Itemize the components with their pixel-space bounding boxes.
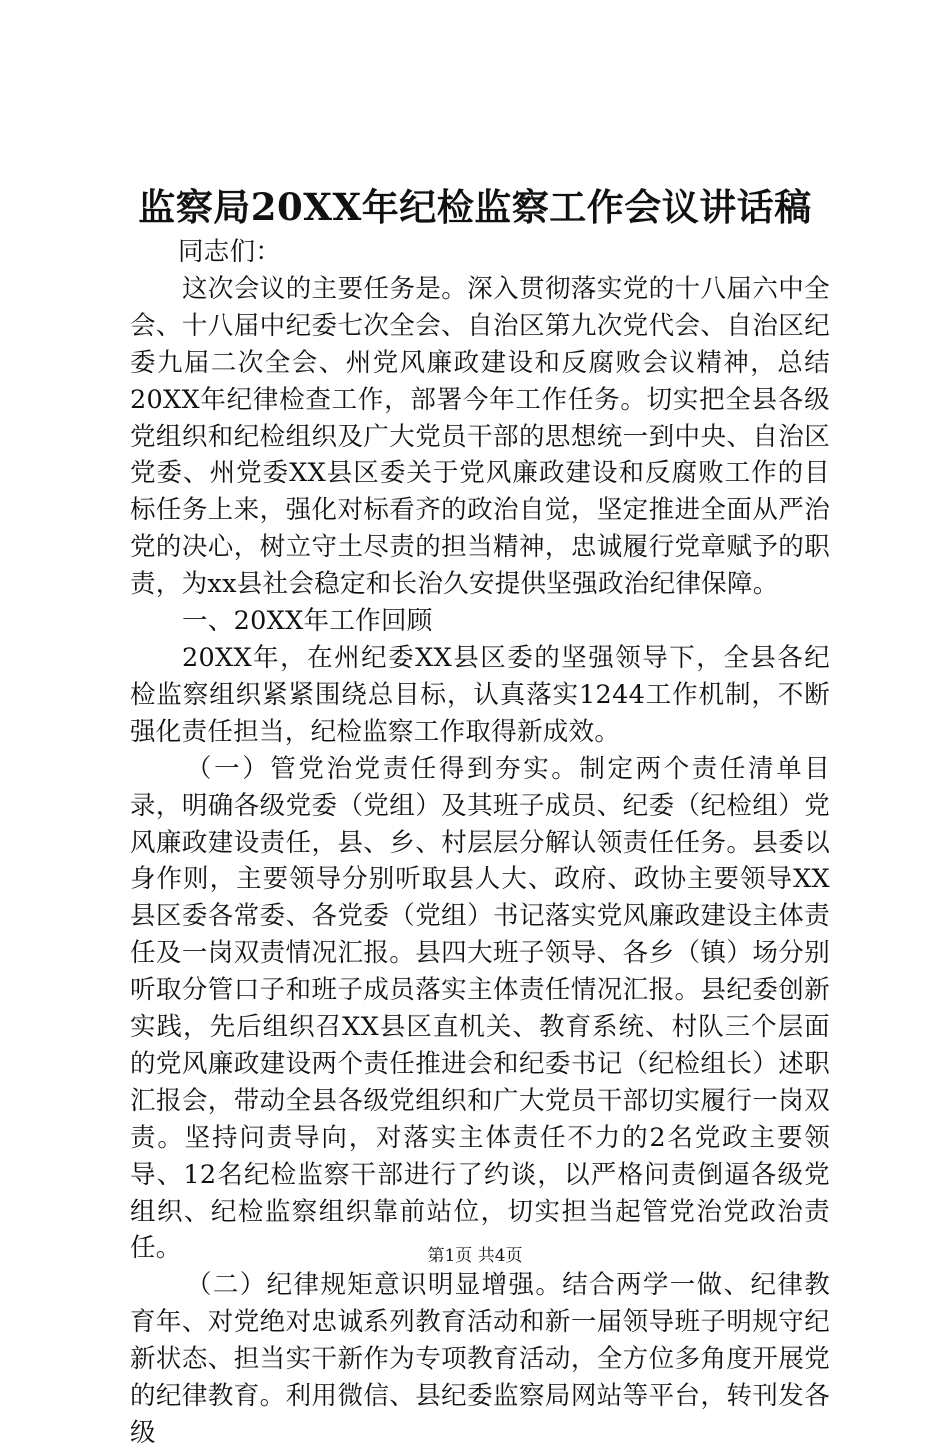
document-body — [130, 234, 830, 1452]
document-title: 监察局20XX年纪检监察工作会议讲话稿 — [138, 185, 812, 229]
paragraph-responsibility: （一）管党治党责任得到夯实。制定两个责任清单目录，明确各级党委（党组）及其班子成员、纪委（纪检组）党风廉政建设责任，县、乡、村层层分解认领责任任务。县委以身作则，主要领导分别听取县人大、政府、政协主要领导XX县区委各常委、各党委（党组）书记落实党风廉政建设主体责任及一岗双责情况汇报。县四大班子领导、各乡（镇）场分别听取分管口子和班子成员落实主体责任情况汇报。县纪委创新实践，先后组织召XX县区直机关、教育系统、村队三个层面的党风廉政建设两个责任推进会和纪委书记（纪检组长）述职汇报会，带动全县各级党组织和广大党员干部切实履行一岗双责。坚持问责导向，对落实主体责任不力的2名党政主要领导、12名纪检监察干部进行了约谈，以严格问责倒逼各级党组织、纪检监察组织靠前站位，切实担当起管党治党政治责任。 — [130, 753, 830, 1264]
page-footer: 第1页 共4页 — [427, 1246, 523, 1266]
greeting-line: 同志们： — [178, 237, 282, 267]
paragraph-intro: 这次会议的主要任务是。深入贯彻落实党的十八届六中全会、十八届中纪委七次全会、自治区第九次党代会、自治区纪委九届二次全会、州党风廉政建设和反腐败会议精神，总结20XX年纪律检查工作，部署今年工作任务。切实把全县各级党组织和纪检组织及广大党员干部的思想统一到中央、自治区党委、州党委XX县区委关于党风廉政建设和反腐败工作的目标任务上来，强化对标看齐的政治自觉，坚定推进全面从严治党的决心，树立守土尽责的担当精神，忠诚履行党章赋予的职责，为xx县社会稳定和长治久安提供坚强政治纪律保障。 — [130, 273, 830, 600]
paragraph-review-summary: 20XX年，在州纪委XX县区委的坚强领导下，全县各纪检监察组织紧紧围绕总目标，认真落实1244工作机制，不断强化责任担当，纪检监察工作取得新成效。 — [130, 642, 830, 747]
paragraph-discipline: （二）纪律规矩意识明显增强。结合两学一做、纪律教育年、对党绝对忠诚系列教育活动和新一届领导班子明规守纪新状态、担当实干新作为专项教育活动，全方位多角度开展党的纪律教育。利用微信、县纪委监察局网站等平台，转刊发各级 — [130, 1270, 830, 1448]
section-heading-review: 一、20XX年工作回顾 — [182, 606, 433, 637]
